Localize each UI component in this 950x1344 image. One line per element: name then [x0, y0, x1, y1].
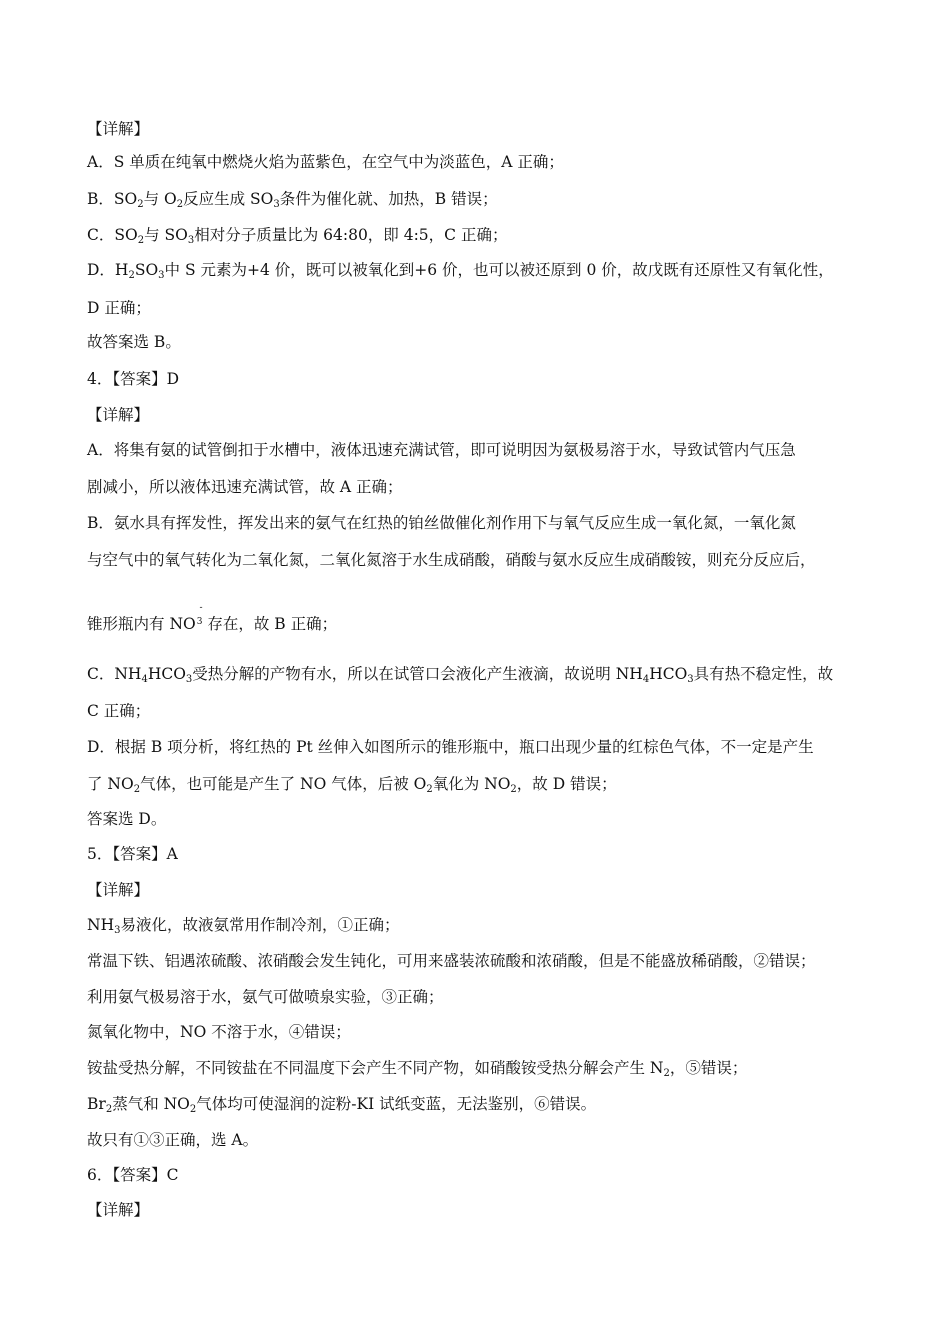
- text-line: A．将集有氨的试管倒扣于水槽中，液体迅速充满试管，即可说明因为氨极易溶于水，导致试管内气压急: [87, 441, 796, 459]
- nitrate-formula: NO - $^3$: [169, 603, 203, 633]
- text-line: 故只有①③正确，选 A。: [87, 1131, 259, 1149]
- heading-detail: 【详解】: [87, 120, 150, 138]
- text-line: 答案选 D。: [87, 810, 167, 828]
- text-line: D．根据 B 项分析，将红热的 Pt 丝伸入如图所示的锥形瓶中，瓶口出现少量的红棕色气体，不一定是产生: [87, 738, 814, 756]
- text-line: 铵盐受热分解，不同铵盐在不同温度下会产生不同产物，如硝酸铵受热分解会产生 $N_2$，⑤错误；: [87, 1059, 748, 1079]
- text-line: 氮氧化物中，NO 不溶于水，④错误；: [87, 1023, 351, 1041]
- text-line: B．氨水具有挥发性，挥发出来的氨气在红热的铂丝做催化剂作用下与氧气反应生成一氧化氮，一氧化氮: [87, 514, 796, 532]
- text-line: $Br_2$蒸气和 $NO_2$气体均可使湿润的淀粉-KI 试纸变蓝，无法鉴别，⑥错误。: [87, 1095, 597, 1115]
- answer-heading: 6．【答案】C: [87, 1166, 179, 1184]
- text-line: 与空气中的氧气转化为二氧化氮，二氧化氮溶于水生成硝酸，硝酸与氨水反应生成硝酸铵，则充分反应后，: [87, 551, 816, 569]
- text-line: D．$H_2SO_3$中 S 元素为+4 价，既可以被氧化到+6 价，也可以被还原到 0 价，故戊既有还原性又有氧化性，: [87, 261, 834, 281]
- text-line: C．$SO_2$与 $SO_3$相对分子质量比为 64:80，即 4:5，C 正确；: [87, 226, 508, 246]
- text-line: C．$NH_4HCO_3$受热分解的产物有水，所以在试管口会液化产生液滴，故说明 $NH_4HCO_3$具有热不稳定性，故: [87, 665, 834, 685]
- heading-detail: 【详解】: [87, 881, 150, 899]
- answer-heading: 4．【答案】D: [87, 370, 180, 388]
- text-line: A．S 单质在纯氧中燃烧火焰为蓝紫色，在空气中为淡蓝色，A 正确；: [87, 153, 564, 171]
- text-line: 剧减小，所以液体迅速充满试管，故 A 正确；: [87, 478, 403, 496]
- answer-heading: 5．【答案】A: [87, 845, 178, 863]
- text-line: 故答案选 B。: [87, 333, 181, 351]
- text-line: 锥形瓶内有 NO - $^3$ 存在，故 B 正确；: [87, 613, 877, 638]
- text-line: B．$SO_2$与 $O_2$反应生成 $SO_3$条件为催化就、加热，B 错误；: [87, 190, 498, 210]
- text-line: 利用氨气极易溶于水，氨气可做喷泉实验，③正确；: [87, 988, 444, 1006]
- heading-detail: 【详解】: [87, 406, 150, 424]
- heading-detail: 【详解】: [87, 1201, 150, 1219]
- text-line: 常温下铁、铝遇浓硫酸、浓硝酸会发生钝化，可用来盛装浓硫酸和浓硝酸，但是不能盛放稀硝酸，②错误；: [87, 952, 816, 970]
- text-line: $NH_3$易液化，故液氨常用作制冷剂，①正确；: [87, 916, 400, 936]
- text-line: 了 $NO_2$气体，也可能是产生了 NO 气体，后被 $O_2$氧化为 $NO_2$，故 D 错误；: [87, 775, 617, 795]
- text-line: C 正确；: [87, 702, 151, 720]
- text-line: D 正确；: [87, 299, 151, 317]
